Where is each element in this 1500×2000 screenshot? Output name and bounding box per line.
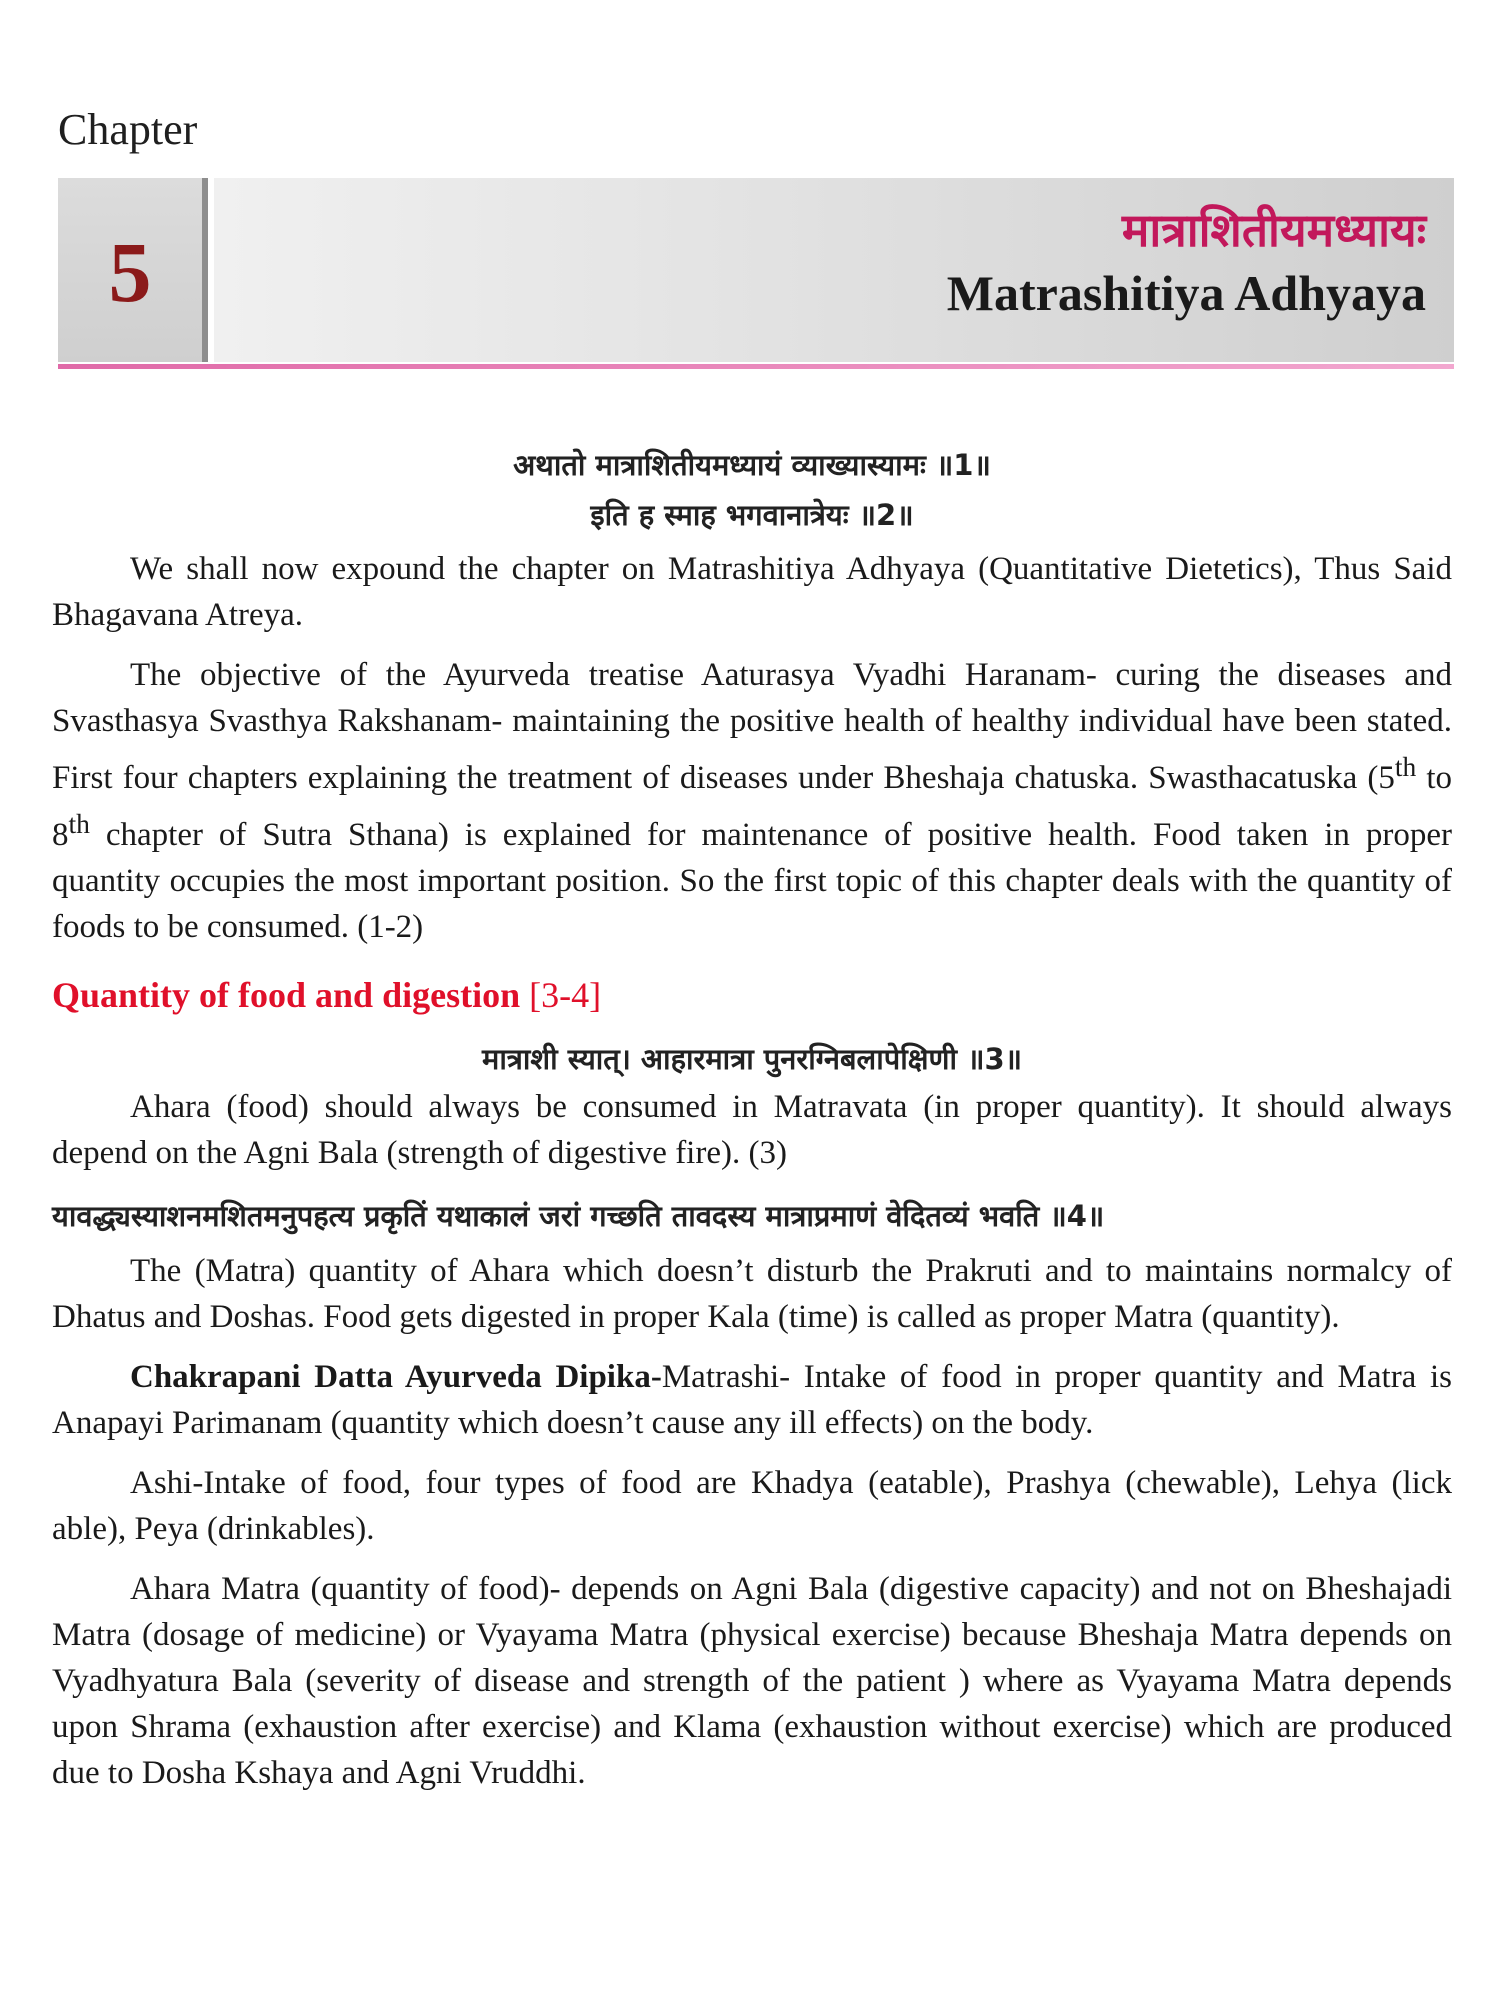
paragraph-intro: We shall now expound the chapter on Matrashitiya Adhyaya (Quantitative Dietetics), Thus Said Bhagavana Atreya. <box>52 551 1452 633</box>
verse-3: मात्राशी स्यात्। आहारमात्रा पुनरग्निबलापेक्षिणी ॥3॥ <box>482 1042 1022 1076</box>
verse-2: इति ह स्माह भगवानात्रेयः ॥2॥ <box>590 498 914 532</box>
verse-4: यावद्ध्यस्याशनमशितमनुपहत्य प्रकृतिं यथाकालं जरां गच्छति तावदस्य मात्राप्रमाणं वेदितव्यं भवति ॥4॥ <box>52 1199 1105 1233</box>
chakrapani-label: Chakrapani Datta Ayurveda Dipika- <box>130 1359 662 1395</box>
chakrapani-text: Matrashi- Intake of food in proper quantity and Matra is Anapayi Parimanam (quantity which doesn’t cause any ill effects) on the body. <box>52 1359 1453 1441</box>
paragraph-objective-part-c: chapter of Sutra Sthana) is explained for maintenance of positive health. Food taken in proper quantity occupies the most important position. So the first topic of this chapter deals with the quantity of foods to be consumed. (1-2) <box>52 817 1452 945</box>
superscript-th: th <box>68 808 90 839</box>
paragraph-ashi: Ashi-Intake of food, four types of food are Khadya (eatable), Prashya (chewable), Lehya (lick able), Peya (drinkables). <box>52 1465 1452 1547</box>
chapter-number: 5 <box>108 224 152 320</box>
page-body <box>52 440 1452 1810</box>
chapter-title-band <box>214 178 1454 362</box>
chapter-title-english: Matrashitiya Adhyaya <box>946 265 1426 321</box>
chapter-title-sanskrit: मात्राशितीयमध्यायः <box>1121 203 1426 257</box>
verse-1: अथातो मात्राशितीयमध्यायं व्याख्यास्यामः ॥1॥ <box>513 448 991 482</box>
paragraph-ahara: Ahara (food) should always be consumed in Matravata (in proper quantity). It should always depend on the Agni Bala (strength of digestive fire). (3) <box>52 1089 1452 1171</box>
superscript-th: th <box>1394 751 1417 782</box>
section-heading-ref: [3-4] <box>529 975 602 1015</box>
section-heading-text: Quantity of food and digestion <box>52 975 521 1015</box>
section-heading <box>52 972 1452 1018</box>
paragraph-objective-part-b: to 8 <box>52 760 1452 853</box>
paragraph-ahara-matra: Ahara Matra (quantity of food)- depends on Agni Bala (digestive capacity) and not on Bheshajadi Matra (dosage of medicine) or Vyayama Matra (physical exercise) because Bheshaja Matra depends on Vyadhyatura Bala (severity of disease and strength of the patient ) where as Vyayama Matra depends upon Shrama (exhaustion after exercise) and Klama (exhaustion without exercise) which are produced due to Dosha Kshaya and Agni Vruddhi. <box>52 1571 1452 1791</box>
chapter-number-box <box>58 178 208 362</box>
paragraph-objective-part-a: The objective of the Ayurveda treatise Aaturasya Vyadhi Haranam- curing the diseases and Svasthasya Svasthya Rakshanam- maintaining the positive health of healthy individual have been stated. First four chapters explaining the treatment of diseases under Bheshaja chatuska. Swasthacatuska (5 <box>52 657 1452 796</box>
header-divider <box>58 364 1454 369</box>
paragraph-chakrapani <box>52 1354 1452 1446</box>
chapter-label: Chapter <box>58 105 198 154</box>
paragraph-objective <box>52 652 1452 950</box>
paragraph-matra: The (Matra) quantity of Ahara which doesn’t disturb the Prakruti and to maintains normalcy of Dhatus and Doshas. Food gets digested in proper Kala (time) is called as proper Matra (quantity). <box>52 1253 1452 1335</box>
